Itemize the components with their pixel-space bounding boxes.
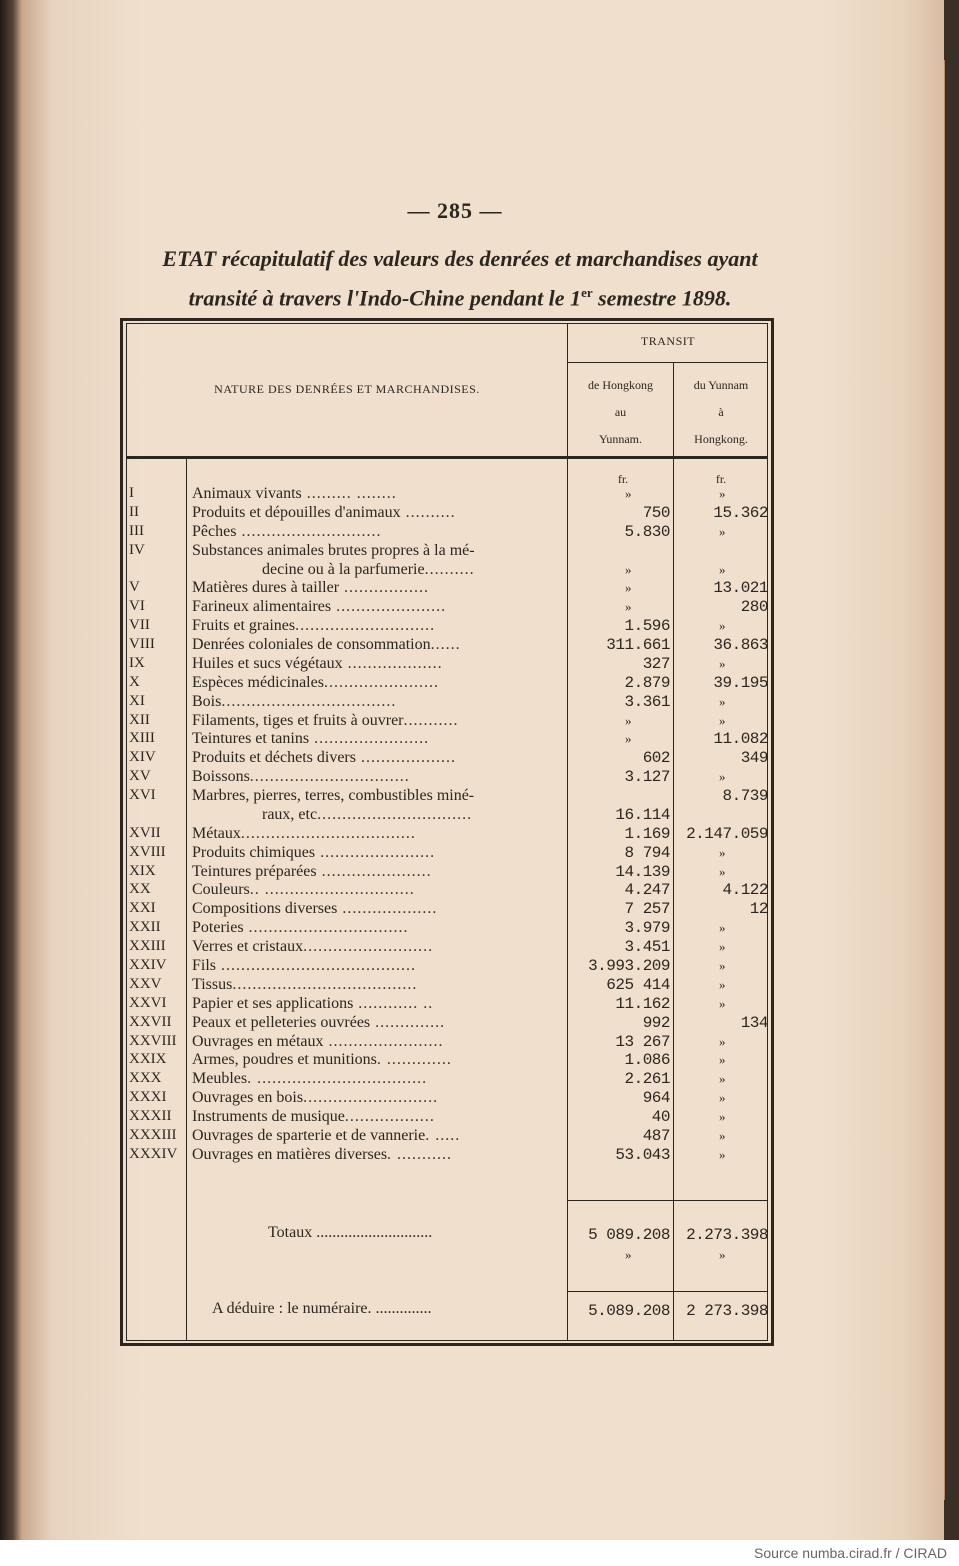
row-number: I (129, 485, 134, 501)
row-label: Tissus..................................... (192, 975, 418, 993)
deduct-col1: 5.089.208 (588, 1302, 670, 1320)
row-value-yunnam-hongkong: » (719, 1090, 725, 1106)
row-label: Teintures préparées ...................... (192, 862, 432, 880)
row-label: Matières dures à tailler ................. (192, 579, 430, 597)
row-value-hongkong-yunnam: 1.596 (624, 617, 670, 636)
totals-col1: 5 089.208 (588, 1226, 670, 1244)
row-value-hongkong-yunnam: 13 267 (615, 1032, 670, 1051)
row-value-yunnam-hongkong: 39.195 (713, 673, 768, 692)
row-value-yunnam-hongkong: » (719, 1146, 725, 1162)
row-number: IV (129, 541, 145, 558)
row-label: Produits et dépouilles d'animaux .......... (192, 503, 456, 521)
row-value-hongkong-yunnam: 3.361 (624, 692, 670, 711)
row-number: XV (129, 768, 151, 785)
totals-col2-sub: » (719, 1247, 725, 1262)
row-number: XXX (129, 1070, 162, 1087)
row-number: XXXIII (129, 1126, 177, 1143)
row-label: Armes, poudres et munitions. ............. (192, 1051, 452, 1069)
row-value-yunnam-hongkong: » (719, 769, 725, 785)
row-value-hongkong-yunnam: 16.114 (615, 805, 670, 824)
deduct-row: A déduire : le numéraire. .............. (212, 1300, 432, 1317)
row-value-hongkong-yunnam: 327 (642, 654, 670, 673)
row-value-hongkong-yunnam: 1.169 (624, 824, 670, 843)
row-value-yunnam-hongkong: 12 (749, 900, 768, 919)
row-number: V (129, 579, 140, 596)
row-label: Instruments de musique.................. (192, 1108, 435, 1126)
header-transit: TRANSIT (640, 334, 696, 348)
row-label: Bois................................... (192, 692, 397, 710)
row-value-hongkong-yunnam: » (625, 712, 631, 728)
row-label: Couleurs.. .............................. (192, 881, 415, 899)
row-value-yunnam-hongkong: 15.362 (713, 503, 768, 522)
deduct-col2: 2 273.398 (686, 1302, 768, 1320)
row-number: XXXIV (129, 1145, 178, 1162)
row-value-yunnam-hongkong: 11.082 (713, 730, 768, 749)
row-value-yunnam-hongkong: » (719, 712, 725, 728)
row-label: Denrées coloniales de consommation...... (192, 636, 461, 654)
unit-col2: fr. (715, 472, 727, 486)
rule-above-deduct (568, 1291, 768, 1292)
row-value-hongkong-yunnam: 14.139 (615, 862, 670, 881)
row-value-yunnam-hongkong: » (719, 920, 725, 936)
row-label: Ouvrages en matières diverses. ........... (192, 1145, 453, 1163)
row-value-hongkong-yunnam: 2.879 (624, 673, 670, 692)
row-value-hongkong-yunnam: » (625, 599, 631, 615)
row-label: Boissons................................ (192, 768, 410, 786)
row-number: XXII (129, 919, 161, 936)
row-number: XVIII (129, 843, 166, 860)
row-value-hongkong-yunnam: 8 794 (624, 843, 670, 862)
row-value-yunnam-hongkong: » (719, 523, 725, 539)
row-value-yunnam-hongkong: » (719, 844, 725, 860)
row-value-yunnam-hongkong: » (719, 1071, 725, 1087)
row-value-yunnam-hongkong: » (719, 693, 725, 709)
row-value-hongkong-yunnam: 7 257 (624, 900, 670, 919)
row-label: Ouvrages de sparterie et de vannerie. ..... (192, 1126, 461, 1144)
header-col1: de Hongkong au Yunnam. (588, 378, 653, 446)
row-value-yunnam-hongkong: » (719, 561, 725, 577)
row-label: Métaux................................... (192, 824, 416, 842)
row-number: XXIX (129, 1051, 167, 1068)
row-number: XXXII (129, 1108, 172, 1125)
page-title (110, 242, 810, 315)
row-label: Marbres, pierres, terres, combustibles miné- (192, 787, 475, 805)
row-label: Substances animales brutes propres à la mé- (192, 541, 475, 559)
row-label: Farineux alimentaires ...................... (192, 598, 447, 616)
row-value-yunnam-hongkong: 8.739 (722, 787, 768, 806)
row-value-yunnam-hongkong: » (719, 863, 725, 879)
row-number: XXVII (129, 1013, 172, 1030)
row-number: VIII (129, 636, 155, 653)
row-label: Produits chimiques ....................... (192, 843, 436, 861)
row-value-yunnam-hongkong: » (719, 655, 725, 671)
row-label: Compositions diverses ................... (192, 900, 438, 918)
row-value-yunnam-hongkong: 36.863 (713, 636, 768, 655)
page-number: — 285 — (407, 198, 503, 223)
title-line-2: transité à travers l'Indo-Chine pendant le 1er semestre 1898. (188, 285, 732, 311)
row-value-hongkong-yunnam: 3.127 (624, 768, 670, 787)
row-value-yunnam-hongkong: 280 (740, 598, 768, 617)
row-label: Produits et déchets divers ................... (192, 749, 456, 767)
row-number: VII (129, 617, 150, 634)
row-label: Fruits et graines............................ (192, 617, 436, 635)
row-value-hongkong-yunnam: 11.162 (615, 994, 670, 1013)
rule-under-header (126, 456, 768, 459)
row-value-yunnam-hongkong: » (719, 995, 725, 1011)
row-value-hongkong-yunnam: 992 (642, 1013, 670, 1032)
row-number: VI (129, 598, 145, 615)
row-value-yunnam-hongkong: » (719, 1127, 725, 1143)
row-value-yunnam-hongkong: » (719, 976, 725, 992)
row-value-yunnam-hongkong: 2.147.059 (686, 824, 768, 843)
totals-col1-sub: » (625, 1247, 631, 1262)
row-value-hongkong-yunnam: 2.261 (624, 1070, 670, 1089)
row-value-yunnam-hongkong: » (719, 939, 725, 955)
row-value-hongkong-yunnam: 5.830 (624, 522, 670, 541)
row-label: raux, etc............................... (262, 805, 473, 823)
row-value-yunnam-hongkong: 349 (740, 749, 768, 768)
row-number: XIII (129, 730, 155, 747)
row-number: XIX (129, 862, 156, 879)
row-label: Verres et cristaux.......................... (192, 938, 434, 956)
row-number: II (129, 503, 139, 520)
row-value-yunnam-hongkong: 4.122 (722, 881, 768, 900)
row-label: Meubles. .................................. (192, 1070, 428, 1088)
row-value-hongkong-yunnam: 3.979 (624, 919, 670, 938)
row-value-hongkong-yunnam: » (625, 731, 631, 747)
book-spine (0, 0, 22, 1540)
row-label: Fils ....................................... (192, 957, 417, 974)
rule-number-column (186, 458, 187, 1341)
row-number: XX (129, 881, 151, 898)
row-value-hongkong-yunnam: 4.247 (624, 881, 670, 900)
row-value-hongkong-yunnam: 964 (642, 1089, 670, 1108)
row-value-yunnam-hongkong: » (719, 486, 725, 501)
totals-row: Totaux ............................. (268, 1224, 433, 1241)
row-number: XXVIII (129, 1032, 177, 1049)
row-label: Huiles et sucs végétaux ................... (192, 654, 443, 672)
rule-under-transit (567, 362, 768, 363)
row-number: IX (129, 654, 145, 671)
unit-col1: fr. (617, 472, 629, 486)
row-label: Ouvrages en métaux ....................... (192, 1032, 444, 1050)
row-number: XI (129, 692, 145, 709)
row-value-yunnam-hongkong: 13.021 (713, 579, 768, 598)
row-label: Espèces médicinales....................... (192, 673, 439, 691)
row-number: III (129, 522, 144, 539)
row-value-hongkong-yunnam: 1.086 (624, 1051, 670, 1070)
row-label: Filaments, tiges et fruits à ouvrer........... (192, 711, 459, 729)
row-number: XXVI (129, 994, 167, 1011)
row-value-yunnam-hongkong: » (719, 1052, 725, 1068)
row-label: Teintures et tanins ....................... (192, 730, 430, 748)
row-number: XIV (129, 749, 156, 766)
row-label: decine ou à la parfumerie.......... (262, 560, 475, 578)
row-value-yunnam-hongkong: » (719, 1109, 725, 1125)
row-value-hongkong-yunnam: 750 (642, 503, 670, 522)
row-value-hongkong-yunnam: » (625, 561, 631, 577)
row-value-yunnam-hongkong: 134 (740, 1013, 768, 1032)
row-value-hongkong-yunnam: » (625, 580, 631, 596)
row-number: XXIII (129, 938, 166, 955)
row-number: XXI (129, 900, 156, 917)
row-value-hongkong-yunnam: » (625, 486, 631, 501)
row-number: X (129, 673, 140, 690)
row-number: XXXI (129, 1089, 167, 1106)
row-value-hongkong-yunnam: 3.451 (624, 938, 670, 957)
source-credit: Source numba.cirad.fr / CIRAD (754, 1545, 947, 1561)
header-nature: NATURE DES DENRÉES ET MARCHANDISES. (214, 382, 480, 396)
row-value-hongkong-yunnam: 40 (651, 1108, 670, 1127)
row-label: Ouvrages en bois........................... (192, 1089, 439, 1107)
row-number: XII (129, 711, 150, 728)
rule-above-totals (568, 1200, 768, 1201)
row-label: Pêches ............................ (192, 522, 382, 540)
row-value-hongkong-yunnam: 625 414 (606, 975, 670, 994)
row-value-hongkong-yunnam: 3.993.209 (588, 957, 670, 975)
row-number: XVI (129, 787, 156, 804)
row-label: Peaux et pelleteries ouvrées .............. (192, 1013, 446, 1031)
row-value-yunnam-hongkong: » (719, 1033, 725, 1049)
row-label: Poteries ................................ (192, 919, 409, 937)
row-number: XVII (129, 824, 161, 841)
row-value-yunnam-hongkong: » (719, 618, 725, 634)
row-value-hongkong-yunnam: 602 (642, 749, 670, 768)
rule-col2 (673, 362, 674, 1341)
row-value-hongkong-yunnam: 487 (642, 1126, 670, 1145)
header-col2: du Yunnam à Hongkong. (693, 378, 749, 446)
row-number: XXV (129, 975, 162, 992)
row-value-yunnam-hongkong: » (719, 958, 725, 973)
row-value-hongkong-yunnam: 311.661 (606, 636, 670, 655)
row-number: XXIV (129, 957, 167, 973)
row-value-hongkong-yunnam: 53.043 (615, 1145, 670, 1164)
totals-col2: 2.273.398 (686, 1226, 768, 1244)
row-label: Papier et ses applications ............ .. (192, 994, 434, 1012)
row-label: Animaux vivants ......... ........ (192, 485, 397, 502)
title-line-1: ETAT récapitulatif des valeurs des denrées et marchandises ayant (162, 246, 758, 271)
